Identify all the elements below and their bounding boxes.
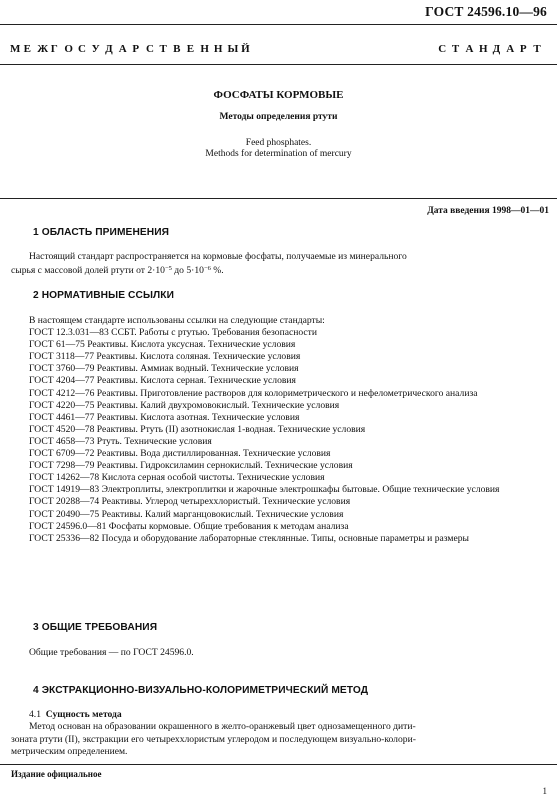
reference-item: ГОСТ 4520—78 Реактивы. Ртуть (II) азотнокислая 1-водная. Технические условия (29, 423, 366, 435)
banner-letter: Н (200, 43, 209, 55)
banner-word-standard (438, 43, 547, 55)
section-4-line-1: Метод основан на образовании окрашенного в желто-оранжевый цвет однозамещенного дити- (29, 721, 416, 733)
banner-letter: Н (213, 43, 223, 55)
reference-item: ГОСТ 4461—77 Реактивы. Кислота азотная. Технические условия (29, 411, 300, 423)
banner-word-interstate (10, 43, 255, 55)
banner-letter: Г (50, 43, 58, 55)
footer-rule (0, 764, 557, 765)
banner-letter: В (173, 43, 181, 55)
document-subtitle: Методы определения ртути (219, 112, 338, 122)
reference-item: ГОСТ 4658—73 Ртуть. Технические условия (29, 435, 212, 447)
banner-letter: Р (132, 43, 140, 55)
reference-item: ГОСТ 61—75 Реактивы. Кислота уксусная. Технические условия (29, 339, 296, 351)
banner-letter: А (118, 43, 127, 55)
banner-letter: Е (23, 43, 31, 55)
text-fragment: сырья с массовой долей ртути от 2·10 (11, 265, 165, 277)
section-4-line-3: метрическим определением. (11, 745, 128, 757)
reference-item: ГОСТ 3118—77 Реактивы. Кислота соляная. Технические условия (29, 351, 301, 363)
banner-letter: С (438, 43, 447, 55)
reference-item: ГОСТ 14262—78 Кислота серная особой чистоты. Технические условия (29, 472, 325, 484)
banner-letter: С (145, 43, 154, 55)
banner-letter: Ж (37, 43, 49, 55)
section-4-line-2: зоната ртути (II), экстракции его четыреххлористым углеродом и последующем визуально-колори- (11, 733, 416, 745)
banner-letter: Е (186, 43, 195, 55)
introduction-date: Дата введения 1998—01—01 (427, 206, 549, 216)
reference-item: ГОСТ 4204—77 Реактивы. Кислота серная. Технические условия (29, 375, 296, 387)
subsection-number: 4.1 (29, 709, 41, 720)
normative-references (11, 315, 547, 545)
document-title: ФОСФАТЫ КОРМОВЫЕ (213, 89, 344, 101)
reference-item: ГОСТ 12.3.031—83 ССБТ. Работы с ртутью. Требования безопасности (29, 327, 317, 339)
banner-letter: М (10, 43, 21, 55)
banner-letter: С (77, 43, 86, 55)
banner-letter: Д (492, 43, 501, 55)
banner-rule (0, 64, 557, 65)
header-rule (0, 24, 557, 25)
reference-item: ГОСТ 4212—76 Реактивы. Приготовление растворов для колориметрического и нефелометрического анализа (29, 387, 478, 399)
section-1-line-2 (11, 263, 547, 277)
reference-item: ГОСТ 25336—82 Посуда и оборудование лабораторные стеклянные. Типы, основные параметры и размеры (29, 532, 469, 544)
subsection-title: Сущность метода (45, 709, 122, 720)
section-3-text (11, 647, 547, 659)
reference-item: ГОСТ 7298—79 Реактивы. Гидроксиламин сернокислый. Технические условия (29, 460, 353, 472)
banner-letter: У (91, 43, 100, 55)
section-1-heading: 1 ОБЛАСТЬ ПРИМЕНЕНИЯ (33, 227, 170, 238)
references-intro: В настоящем стандарте использованы ссылки на следующие стандарты: (29, 315, 325, 326)
text-fragment: %. (210, 265, 224, 277)
text-fragment: до 5·10 (171, 265, 204, 277)
page-number: 1 (542, 786, 547, 796)
banner-letter: Р (519, 43, 527, 55)
reference-item: ГОСТ 24596.0—81 Фосфаты кормовые. Общие требования к методам анализа (29, 520, 349, 532)
banner-letter: А (506, 43, 515, 55)
banner-letter: Ы (227, 43, 239, 55)
title-rule (0, 198, 557, 199)
reference-item: ГОСТ 20288—74 Реактивы. Углерод четыреххлористый. Технические условия (29, 496, 351, 508)
reference-item: ГОСТ 20490—75 Реактивы. Калий марганцовокислый. Технические условия (29, 508, 344, 520)
english-title (0, 138, 557, 160)
section-2-heading: 2 НОРМАТИВНЫЕ ССЫЛКИ (33, 290, 175, 301)
reference-item: ГОСТ 4220—75 Реактивы. Калий двухромовокислый. Технические условия (29, 399, 340, 411)
english-title-line1: Feed phosphates. (245, 138, 312, 148)
english-title-line2: Methods for determination of mercury (205, 149, 352, 159)
section-3-heading: 3 ОБЩИЕ ТРЕБОВАНИЯ (33, 622, 158, 633)
subsection-4-1-title (11, 709, 547, 721)
official-edition-label: Издание официальное (11, 769, 102, 779)
banner-letter: Н (479, 43, 488, 55)
section-1-text (11, 251, 547, 278)
document-code: ГОСТ 24596.10—96 (425, 4, 547, 19)
banner-letter: А (465, 43, 474, 55)
banner-letter: Т (159, 43, 167, 55)
reference-item: ГОСТ 3760—79 Реактивы. Аммиак водный. Технические условия (29, 363, 299, 375)
section-4-text (11, 709, 547, 758)
exponent: −6 (203, 265, 211, 273)
section-3-line: Общие требования — по ГОСТ 24596.0. (29, 647, 194, 658)
reference-list (11, 327, 547, 545)
banner-letter: Т (533, 43, 541, 55)
banner-letter: Т (451, 43, 460, 55)
standard-banner (10, 43, 547, 55)
reference-item: ГОСТ 14919—83 Электроплиты, электроплитки и жарочные электрошкафы бытовые. Общие технические условия (29, 484, 500, 496)
section-1-line-1: Настоящий стандарт распространяется на кормовые фосфаты, получаемые из минерального (29, 251, 407, 262)
banner-letter: Й (241, 43, 250, 55)
section-4-heading: 4 ЭКСТРАКЦИОННО-ВИЗУАЛЬНО-КОЛОРИМЕТРИЧЕСКИЙ МЕТОД (33, 685, 369, 696)
reference-item: ГОСТ 6709—72 Реактивы. Вода дистиллированная. Технические условия (29, 448, 331, 460)
banner-letter: О (64, 43, 73, 55)
banner-letter: Д (105, 43, 113, 55)
exponent: −5 (164, 265, 172, 273)
